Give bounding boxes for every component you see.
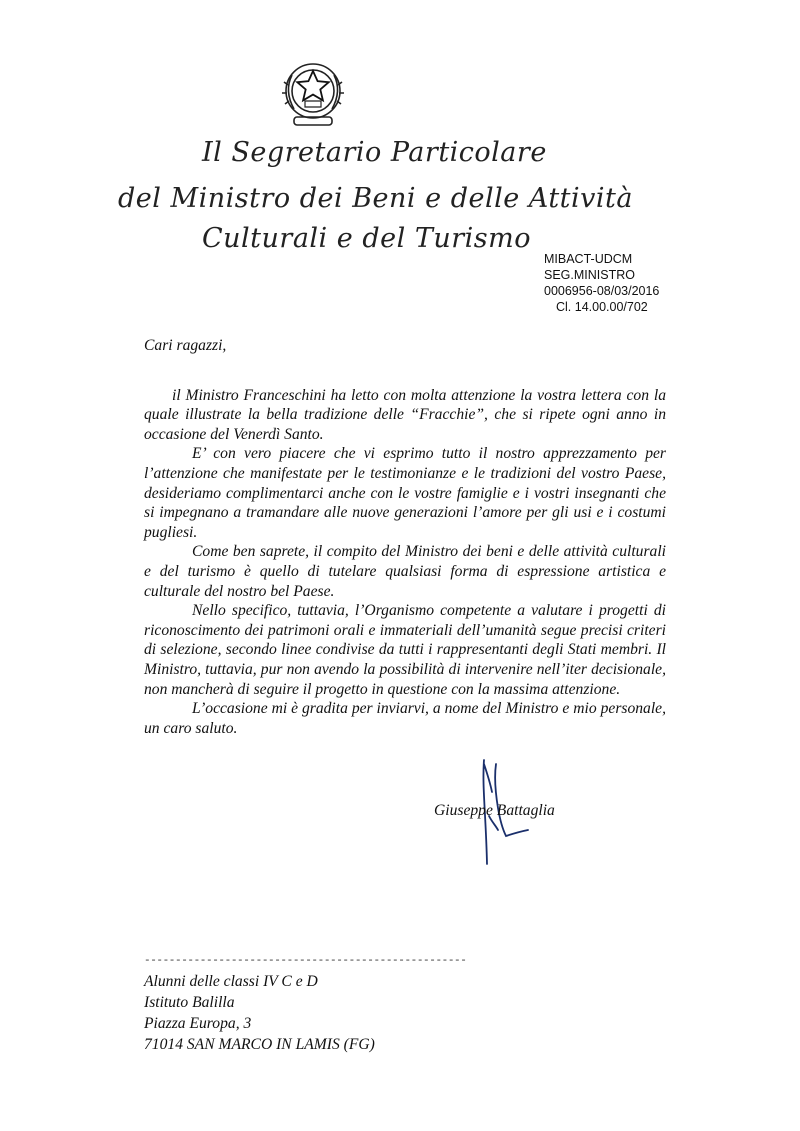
recipient-address <box>144 971 375 1055</box>
recipient-line1: Alunni delle classi IV C e D <box>144 973 318 990</box>
paragraph-5: L’occasione mi è gradita per inviarvi, a nome del Ministro e mio personale, un caro saluto. <box>144 700 666 737</box>
letterhead-title-line1: Il Segretario Particolare <box>202 137 547 168</box>
letterhead-title-line2: del Ministro dei Beni e delle Attività <box>118 183 633 214</box>
recipient-line2: Istituto Balilla <box>144 994 235 1011</box>
protocol-line1: MIBACT-UDCM <box>544 252 633 266</box>
protocol-line4: Cl. 14.00.00/702 <box>556 300 648 314</box>
paragraph-3: Come ben saprete, il compito del Ministro dei beni e delle attività culturali e del turismo è quello di tutelare qualsiasi forma di espressione artistica e culturale del nostro bel Paese. <box>144 543 666 600</box>
paragraph-2: E’ con vero piacere che vi esprimo tutto il nostro apprezzamento per l’attenzione che manifestate per le testimonianze e le tradizioni del vostro Paese, desideriamo complimentarci anche con le vostre famiglie e i vostri insegnanti che si impegnano a tramandare alle nuove generazioni l’amore per gli usi e i costumi pugliesi. <box>144 445 666 541</box>
recipient-line3: Piazza Europa, 3 <box>144 1015 252 1032</box>
signatory-name: Giuseppe Battaglia <box>434 802 555 819</box>
recipient-divider: ---------------------------------------------------- <box>144 955 467 967</box>
recipient-line4: 71014 SAN MARCO IN LAMIS (FG) <box>144 1036 375 1053</box>
letter-body <box>144 336 666 738</box>
protocol-line3: 0006956-08/03/2016 <box>544 284 660 298</box>
letterhead-title-line3: Culturali e del Turismo <box>202 223 531 254</box>
protocol-stamp <box>544 251 659 315</box>
italian-republic-emblem-icon <box>278 57 348 129</box>
protocol-line2: SEG.MINISTRO <box>544 268 635 282</box>
paragraph-1: il Ministro Franceschini ha letto con molta attenzione la vostra lettera con la quale illustrate la bella tradizione delle “Fracchie”, che si ripete ogni anno in occasione del Venerdì Santo. <box>144 386 666 443</box>
salutation: Cari ragazzi, <box>144 337 227 354</box>
paragraph-4: Nello specifico, tuttavia, l’Organismo competente a valutare i progetti di riconoscimento dei patrimoni orali e immateriali dell’umanità segue precisi criteri di selezione, secondo linee condivise da tutti i rappresentanti degli Stati membri. Il Ministro, tuttavia, pur non avendo la possibilità di intervenire nell’iter decisionale, non mancherà di seguire il progetto in questione con la massima attenzione. <box>144 602 666 698</box>
